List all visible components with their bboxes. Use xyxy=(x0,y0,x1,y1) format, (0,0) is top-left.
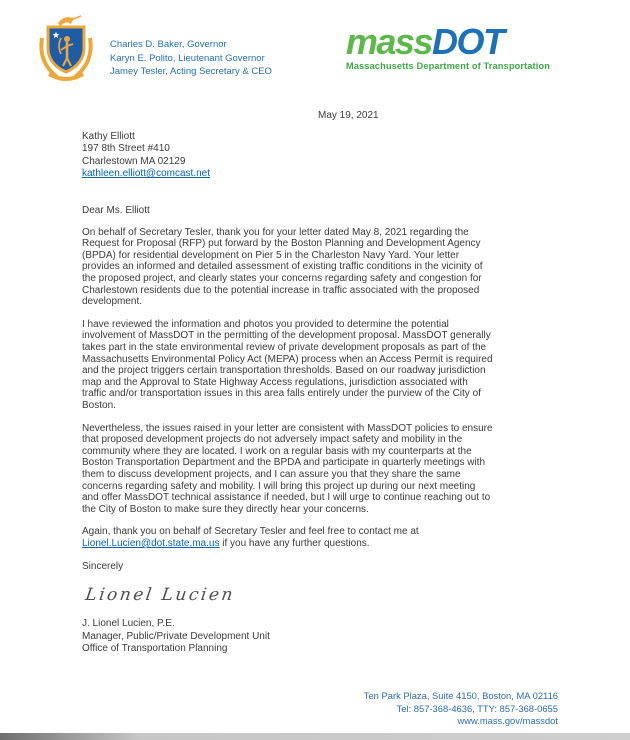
body-paragraph-1: On behalf of Secretary Tesler, thank you for your letter dated May 8, 2021 regarding the Request for Proposal (RFP) put forward by the Boston Planning and Development Agency (BPDA) for residential development on Pier 5 in the Charleston Navy Yard. Your letter provides an informed and detailed assessment of existing traffic conditions in the vicinity of the proposed project, and clearly states your concerns regarding safety and congestion for Charlestown residents due to the potential increase in traffic associated with the proposed development. xyxy=(82,226,483,308)
page-bottom-edge xyxy=(0,733,630,740)
signer-title: Manager, Public/Private Development Unit xyxy=(82,630,270,642)
signer-office: Office of Transportation Planning xyxy=(82,643,228,655)
massdot-logo xyxy=(345,21,550,71)
sender-email-link[interactable]: Lionel.Lucien@dot.state.ma.us xyxy=(82,537,220,549)
closing-after-email: if you have any further questions. xyxy=(219,537,370,549)
closing-paragraph xyxy=(82,526,630,549)
recipient-address-2: Charlestown MA 02129 xyxy=(82,155,186,167)
massachusetts-state-seal-icon xyxy=(35,14,97,86)
footer-website-link[interactable]: www.mass.gov/massdot xyxy=(457,715,558,726)
logo-dot-text: DOT xyxy=(431,21,504,62)
recipient-name: Kathy Elliott xyxy=(82,131,135,142)
body-paragraph-3: Nevertheless, the issues raised in your letter are consistent with MassDOT policies to ensure that proposed development projects do not adversely impact safety and mobility in the community where they are located. I work on a regular basis with my counterparts at the Boston Transportation Department and the BPDA and participate in quarterly meetings with them to discuss development projects, and I can assure you that they share the same concerns regarding safety and mobility. I will bring this project up during our next meeting and offer MassDOT technical assistance if needed, but I will urge to continue reaching out to the City of Boston to make sure they directly hear your concerns. xyxy=(82,422,493,515)
salutation: Dear Ms. Elliott xyxy=(82,204,150,216)
logo-tagline: Massachusetts Department of Transportation xyxy=(345,61,550,71)
recipient-address-1: 197 8th Street #410 xyxy=(82,143,170,155)
letterhead-left xyxy=(35,14,272,86)
body-paragraph-2: I have reviewed the information and photos you provided to determine the potential involvement of MassDOT in the permitting of the development proposal. MassDOT generally takes part in the state environmental review of private development proposals as part of the Massachusetts Environmental Policy Act (MEPA) process when an Access Permit is required and the project triggers certain transportation thresholds. Based on our roadway jurisdiction map and the Approval to State Highway Access regulations, jurisdiction associated with traffic and/or transportation issues in this area falls entirely under the purview of the City of Boston. xyxy=(82,318,493,411)
footer-address: Ten Park Plaza, Suite 4150, Boston, MA 02116 xyxy=(363,690,558,701)
officials-block xyxy=(110,14,272,86)
letterhead xyxy=(0,0,630,86)
lt-governor-line: Karyn E. Polito, Lieutenant Governor xyxy=(110,52,265,64)
recipient-email-link[interactable]: kathleen.elliott@comcast.net xyxy=(82,168,210,180)
closing-line-1: Again, thank you on behalf of Secretary Tesler and feel free to contact me at xyxy=(82,526,419,538)
signer-name: J. Lionel Lucien, P.E. xyxy=(82,618,175,630)
footer-phones: Tel: 857-368-4636, TTY: 857-368-0655 xyxy=(396,702,558,714)
logo-mass-text: mass xyxy=(345,21,432,62)
handwritten-signature: Lionel Lucien xyxy=(84,585,237,606)
recipient-block xyxy=(82,131,630,181)
governor-line: Charles D. Baker, Governor xyxy=(110,39,227,50)
signer-block xyxy=(82,618,630,655)
footer-block xyxy=(364,690,558,728)
secretary-line: Jamey Tesler, Acting Secretary & CEO xyxy=(110,66,272,77)
massdot-wordmark xyxy=(345,21,550,62)
letter-date: May 19, 2021 xyxy=(318,110,379,121)
closing-line-2 xyxy=(82,538,630,550)
valediction: Sincerely xyxy=(82,561,124,573)
